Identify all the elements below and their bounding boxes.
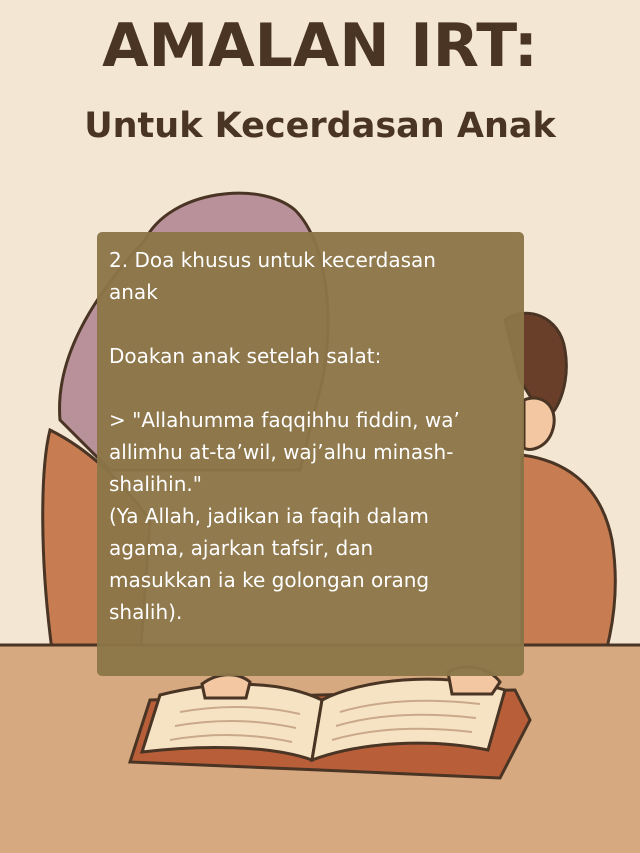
prayer-card xyxy=(97,232,524,676)
page-title: AMALAN IRT: xyxy=(102,11,538,81)
mother-hand xyxy=(202,675,250,698)
page-subtitle: Untuk Kecerdasan Anak xyxy=(84,106,556,146)
prayer-card-text: 2. Doa khusus untuk kecerdasan anak Doakan anak setelah salat: > "Allahumma faqqihhu fiddin, wa’ allimhu at-ta’wil, waj’alhu minash- shalihin." (Ya Allah, jadikan ia faqih dalam agama, ajarkan tafsir, dan masukkan ia ke golongan orang shalih). xyxy=(109,248,460,624)
